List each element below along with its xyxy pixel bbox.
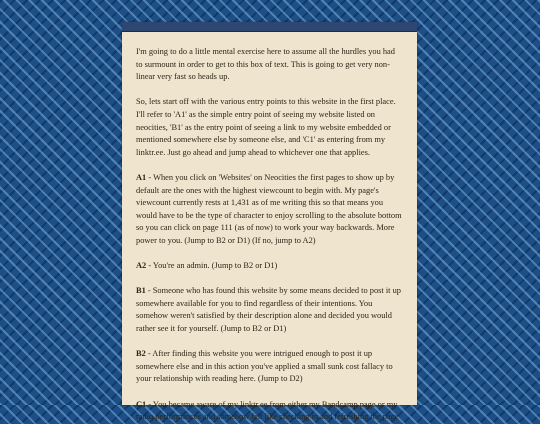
entry-label: B1 — [136, 286, 146, 296]
panel-header-bar — [122, 22, 417, 32]
entry-text: - After finding this website you were intrigued enough to post it up somewhere else and in this action you've applied a small sunk cost fallacy to your relationship with reading here. (Jump to D2) — [136, 349, 393, 384]
text-content — [122, 32, 417, 424]
entry-c1 — [136, 399, 403, 424]
entry-text: - You became aware of my linktr.ee from either my Bandcamp page or my radio performances and somehow felt like checking in and refreshing the page — [136, 399, 399, 422]
entry-text: - When you click on 'Websites' on Neocities the first pages to show up by default are the ones with the highest viewcount to begin with. My page's viewcount currently rests at 1,431 as of me writing this so that means you would have to be the type of character to enjoy scrolling to the absolute bottom so you can click on page 111 (as of now) to work your way backwards. More power to you. (Jump to B2 or D1) (If no, jump to A2) — [136, 172, 402, 245]
content-panel — [122, 22, 417, 422]
entry-label: C1 — [136, 399, 147, 409]
entry-b1 — [136, 285, 403, 335]
entry-label: A1 — [136, 172, 147, 182]
entry-label: B2 — [136, 349, 146, 359]
entry-text: - Someone who has found this website by some means decided to post it up somewhere available for you to find regardless of their intentions. You somehow weren't satisfied by their description alone and decided you would rather see it for yourself. (Jump to B2 or D1) — [136, 286, 401, 334]
entry-text: - You're an admin. (Jump to B2 or D1) — [146, 261, 278, 271]
entry-a1 — [136, 172, 403, 248]
entry-b2 — [136, 348, 403, 386]
entry-label: A2 — [136, 261, 147, 271]
intro-paragraph: I'm going to do a little mental exercise here to assume all the hurdles you had to surmount in order to get to this box of text. This is going to get very non-linear very fast so heads up. — [136, 47, 395, 82]
entry-a2 — [136, 260, 403, 273]
intro-paragraph: So, lets start off with the various entry points to this website in the first place. I'll refer to 'A1' as the simple entry point of seeing my website listed on neocities, 'B1' as the entry point of seeing a link to my website embedded or mentioned somewhere else by someone else, and 'C1' as entering from my linktr.ee. Just go ahead and jump ahead to whichever one that applies. — [136, 97, 396, 157]
